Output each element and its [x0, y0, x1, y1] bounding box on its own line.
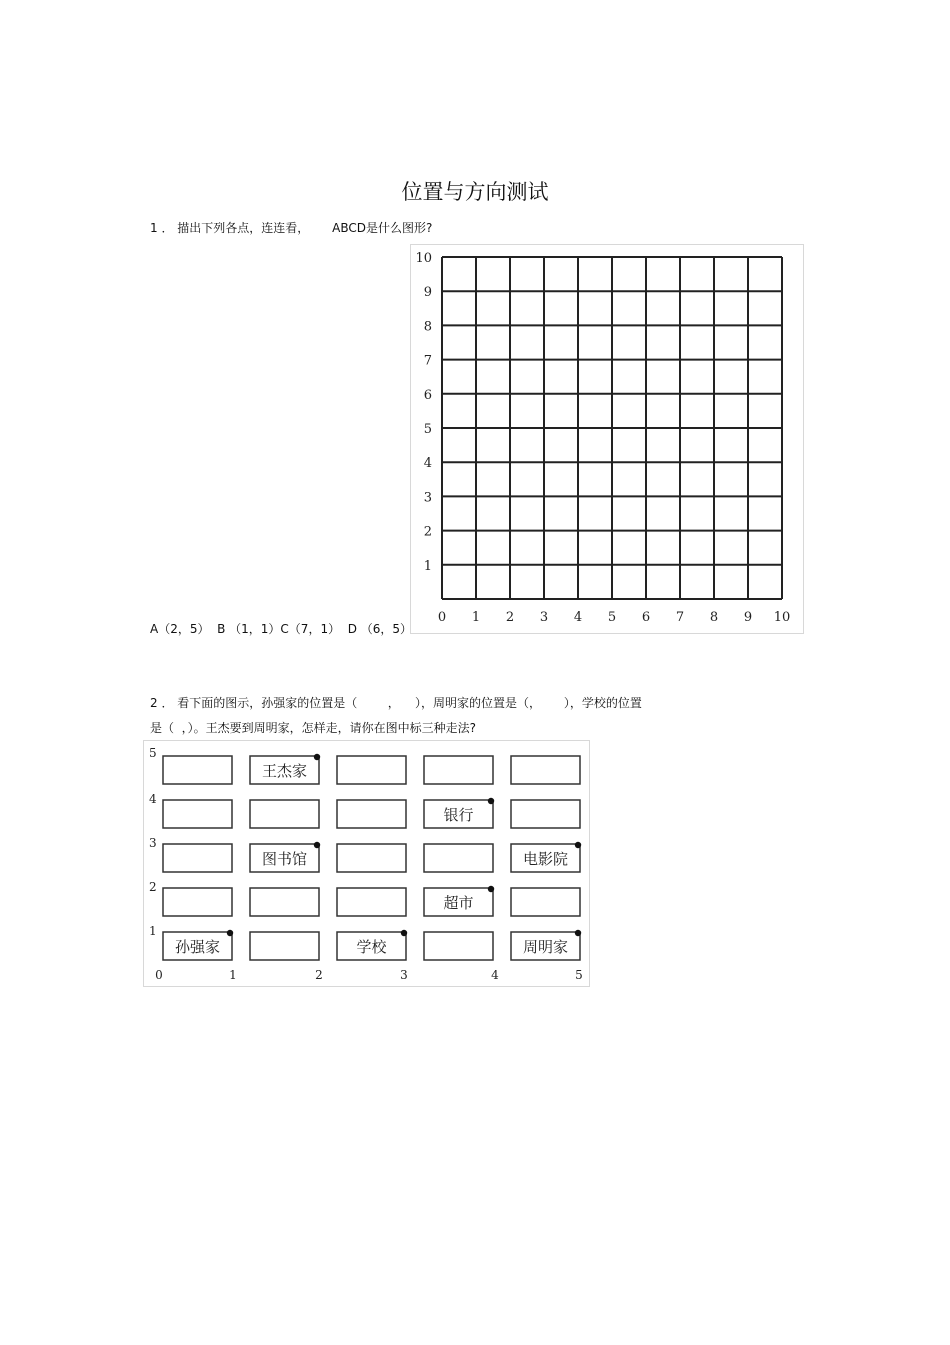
place-label: 周明家: [522, 938, 569, 956]
y-tick-label: 1: [149, 924, 157, 938]
x-tick-label: 5: [575, 968, 583, 982]
y-tick-label: 3: [149, 836, 157, 850]
x-tick-label: 2: [505, 610, 515, 625]
x-tick-label: 4: [491, 968, 499, 982]
empty-box: [163, 800, 232, 828]
y-tick-label: 4: [423, 456, 432, 472]
empty-box: [337, 844, 406, 872]
empty-box: [163, 756, 232, 784]
y-tick-label: 4: [149, 792, 157, 806]
place-marker-dot: [488, 798, 494, 804]
place-label: 超市: [443, 894, 474, 912]
x-tick-label: 3: [400, 968, 408, 982]
empty-box: [511, 800, 580, 828]
empty-box: [163, 844, 232, 872]
y-tick-label: 2: [149, 880, 157, 894]
place-marker-dot: [314, 842, 320, 848]
y-tick-label: 3: [423, 490, 432, 506]
place-label: 孙强家: [174, 938, 221, 956]
position-map: [143, 740, 590, 987]
x-tick-label: 10: [773, 610, 791, 625]
y-tick-label: 5: [149, 746, 157, 760]
x-tick-label: 1: [229, 968, 237, 982]
x-tick-label: 2: [315, 968, 323, 982]
page-title: 位置与方向测试: [401, 180, 549, 204]
x-tick-label: 0: [437, 610, 447, 625]
x-tick-label: 6: [641, 610, 651, 625]
x-tick-label: 3: [539, 610, 549, 625]
empty-box: [163, 888, 232, 916]
x-tick-label: 1: [471, 610, 481, 625]
place-marker-dot: [488, 886, 494, 892]
place-label: 图书馆: [261, 850, 308, 868]
place-marker-dot: [401, 930, 407, 936]
empty-box: [511, 756, 580, 784]
y-tick-label: 5: [423, 422, 432, 437]
empty-box: [337, 888, 406, 916]
y-tick-label: 9: [423, 285, 432, 301]
x-tick-label: 7: [675, 610, 685, 625]
empty-box: [250, 932, 319, 960]
x-tick-label: 0: [155, 968, 163, 982]
empty-box: [337, 756, 406, 784]
y-tick-label: 7: [423, 353, 432, 369]
y-tick-label: 2: [423, 524, 432, 540]
question-1-points: A（2，5） B （1，1）C（7，1） D （6，5）: [150, 622, 413, 636]
question-2-line-2: 是（ ，）。王杰要到周明家，怎样走，请你在图中标三种走法?: [150, 721, 477, 735]
x-tick-label: 4: [573, 610, 583, 625]
question-2-line-1: 2 ． 看下面的图示，孙强家的位置是（ ， ），周明家的位置是（， ），学校的位置: [150, 696, 642, 710]
empty-box: [424, 932, 493, 960]
place-label: 银行: [443, 806, 474, 824]
x-tick-label: 8: [709, 610, 719, 625]
y-tick-label: 8: [423, 319, 432, 335]
coordinate-grid: [410, 244, 804, 634]
empty-box: [250, 800, 319, 828]
empty-box: [424, 844, 493, 872]
place-marker-dot: [227, 930, 233, 936]
place-marker-dot: [575, 930, 581, 936]
y-tick-label: 6: [423, 387, 432, 403]
question-1-text: 1 ． 描出下列各点，连连看， ABCD是什么图形?: [150, 221, 433, 235]
place-marker-dot: [314, 754, 320, 760]
y-tick-label: 10: [415, 251, 432, 266]
place-label: 电影院: [522, 850, 569, 868]
empty-box: [250, 888, 319, 916]
empty-box: [424, 756, 493, 784]
place-label: 王杰家: [261, 762, 308, 780]
place-label: 学校: [356, 938, 387, 956]
empty-box: [511, 888, 580, 916]
y-tick-label: 1: [423, 558, 432, 574]
empty-box: [337, 800, 406, 828]
x-tick-label: 5: [607, 610, 617, 625]
place-marker-dot: [575, 842, 581, 848]
x-tick-label: 9: [743, 610, 753, 625]
grid-frame: [411, 245, 804, 634]
